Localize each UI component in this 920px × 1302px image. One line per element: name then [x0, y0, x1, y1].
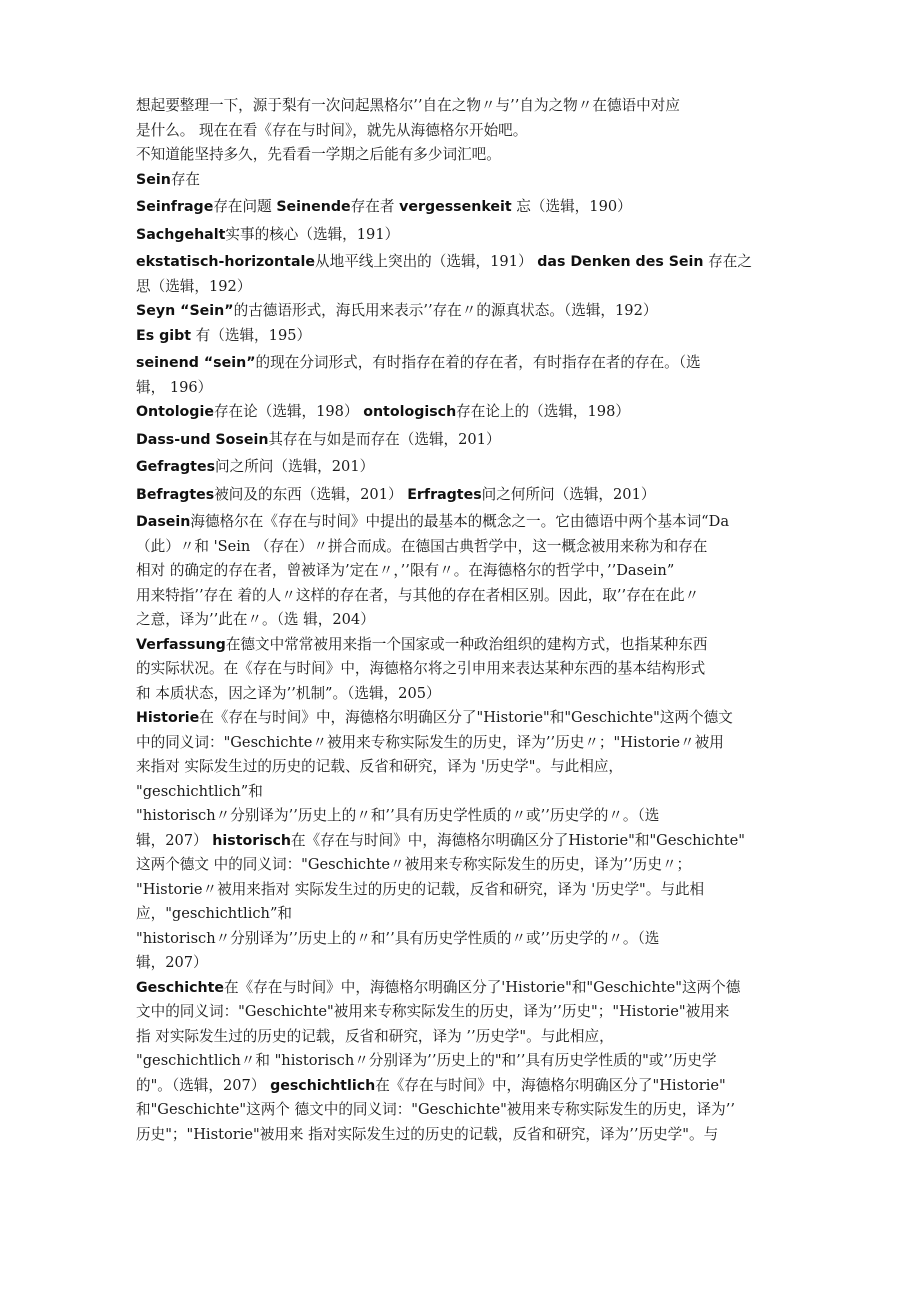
- geschichte-line-3: 指 对实际发生过的历史的记载，反省和研究，译为 ’’历史学"。与此相应，: [136, 1027, 614, 1045]
- historie-line-10: "historisch〃分别译为’’历史上的〃和’’具有历史学性质的〃或’’历史学的〃。（选: [136, 929, 660, 947]
- historie-line-9: 应，"geschichtlich”和: [136, 905, 293, 922]
- term-seyn: Seyn “Sein”: [136, 303, 234, 319]
- entry-sachgehalt: [136, 223, 810, 248]
- dasein-line-5: 之意，译为’’此在〃。（选 辑，204）: [136, 611, 375, 628]
- dasein-line-2: （此）〃和 'Sein （存在）〃拼合而成。在德国古典哲学中，这一概念被用来称为和存在: [136, 537, 708, 555]
- entry-dasein: [136, 510, 810, 535]
- document-body: [136, 94, 810, 1147]
- dasein-line-1: 海德格尔在《存在与时间》中提出的最基本的概念之一。它由德语中两个基本词“Da: [190, 513, 730, 530]
- def-esgibt: 有（选辑，195）: [191, 326, 312, 344]
- term-geschichtlich: geschichtlich: [270, 1077, 376, 1094]
- def-ontologisch: 存在论上的（选辑，198）: [456, 403, 630, 420]
- term-vergessenkeit: vergessenkeit: [399, 199, 512, 215]
- historie-line-6a: 辑，207）: [136, 831, 213, 849]
- def-vergessenkeit: 忘（选辑，190）: [511, 198, 632, 215]
- entry-esgibt: [136, 324, 810, 349]
- term-ekstatisch: ekstatisch-horizontale: [136, 254, 315, 270]
- def-gefragtes: 问之所问（选辑，201）: [215, 458, 375, 475]
- verfassung-line-2: 的实际状况。在《存在与时间》中，海德格尔将之引申用来表达某种东西的基本结构形式: [136, 660, 706, 677]
- geschichte-line-7: 历史"；"Historie"被用来 指对实际发生过的历史的记载，反省和研究，译为’’历史学"。与: [136, 1125, 719, 1143]
- entry-seyn: [136, 299, 810, 324]
- term-ontologisch: ontologisch: [363, 404, 457, 420]
- historie-line-11: 辑，207）: [136, 954, 208, 971]
- entry-historisch: [136, 829, 810, 854]
- entry-denken-cont: 思（选辑，192）: [136, 277, 252, 295]
- term-befragtes: Befragtes: [136, 486, 215, 503]
- def-dass: 其存在与如是而存在（选辑，201）: [268, 430, 501, 448]
- term-gefragtes: Gefragtes: [136, 459, 216, 475]
- historie-line-8: "Historie〃被用来指对 实际发生过的历史的记载，反省和研究，译为 '历史学"。与此相: [136, 880, 705, 898]
- term-dasein: Dasein: [136, 514, 191, 530]
- def-seiend: 的现在分词形式，有时指存在着的存在者，有时指存在者的存在。（选: [255, 354, 701, 371]
- geschichte-line-5a: 的"。（选辑，207）: [136, 1076, 271, 1094]
- term-geschichte: Geschichte: [136, 979, 224, 996]
- entry-sein: [136, 168, 810, 193]
- term-dass: Dass-und Sosein: [136, 431, 269, 448]
- intro-line-2: 是什么。 现在在看《存在与时间》，就先从海德格尔开始吧。: [136, 121, 528, 139]
- entry-befragtes: [136, 483, 810, 508]
- term-ontologie: Ontologie: [136, 404, 214, 420]
- entry-seiend-cont: 辑， 196）: [136, 378, 213, 396]
- term-historie: Historie: [136, 710, 200, 726]
- def-befragtes: 被问及的东西（选辑，201）: [214, 485, 408, 503]
- geschichte-line-4: "geschichtlich〃和 "historisch〃分别译为’’历史上的"和’’具有历史学性质的"或’’历史学: [136, 1052, 717, 1069]
- historie-line-4: "geschichtlich”和: [136, 782, 263, 800]
- term-seiend: seinend “sein”: [136, 355, 256, 371]
- term-seinfrage: Seinfrage: [136, 199, 214, 215]
- verfassung-line-3: 和 本质状态，因之译为’’机制”。（选辑，205）: [136, 684, 441, 702]
- intro-line-3: 不知道能坚持多久，先看看一学期之后能有多少词汇吧。: [136, 146, 501, 163]
- term-denken: das Denken des Sein: [537, 254, 704, 270]
- entry-gefragtes: [136, 455, 810, 480]
- term-sein: Sein: [136, 171, 171, 188]
- dasein-line-4: 用来特指’’存在 着的人〃这样的存在者，与其他的存在者相区别。因此，取’’存在在此〃: [136, 586, 700, 604]
- dasein-line-3: 相对 的确定的存在者，曾被译为’定在〃，’’限有〃。在海德格尔的哲学中，’’Dasein”: [136, 562, 675, 579]
- def-ekstatisch: 从地平线上突出的（选辑，191）: [315, 253, 538, 270]
- verfassung-line-1: 在德文中常常被用来指一个国家或一种政治组织的建构方式，也指某种东西: [225, 635, 708, 653]
- entry-seiend: [136, 351, 810, 376]
- geschichte-line-1: 在《存在与时间》中，海德格尔明确区分了'Historie"和"Geschichte"这两个德: [224, 978, 741, 996]
- def-seyn: 的古德语形式，海氏用来表示’’存在〃的源真状态。（选辑，192）: [233, 302, 658, 319]
- historie-line-2: 中的同义词："Geschichte〃被用来专称实际发生的历史，译为’’历史〃；"Historie〃被用: [136, 733, 724, 751]
- historie-line-7: 这两个德文 中的同义词："Geschichte〃被用来专称实际发生的历史，译为’’历史〃；: [136, 856, 692, 873]
- def-seinfrage: 存在问题: [213, 198, 277, 215]
- entry-geschichtlich: [136, 1074, 810, 1099]
- entry-dass: [136, 428, 810, 453]
- entry-verfassung: [136, 633, 810, 658]
- entry-seinfrage: [136, 195, 810, 220]
- def-seinende: 存在者: [350, 198, 400, 215]
- term-historisch: historisch: [212, 832, 292, 849]
- def-denken: 存在之: [703, 253, 752, 270]
- def-ontologie: 存在论（选辑，198）: [213, 403, 364, 420]
- def-erfragtes: 问之何所问（选辑，201）: [481, 485, 656, 503]
- historie-line-5: "historisch〃分别译为’’历史上的〃和’’具有历史学性质的〃或’’历史学的〃。（选: [136, 807, 660, 824]
- intro-line-1: 想起要整理一下，源于梨有一次问起黑格尔’’自在之物〃与’’自为之物〃在德语中对应: [136, 97, 680, 114]
- geschichte-line-2: 文中的同义词："Geschichte"被用来专称实际发生的历史，译为’’历史"；"Historie"被用来: [136, 1003, 730, 1020]
- historie-line-3: 来指对 实际发生过的历史的记载、反省和研究，译为 '历史学"。与此相应，: [136, 758, 624, 775]
- def-sachgehalt: 实事的核心（选辑，191）: [225, 225, 400, 243]
- entry-ontologie: [136, 400, 810, 425]
- historie-line-6b: 在《存在与时间》中，海德格尔明确区分了Historie"和"Geschichte": [291, 831, 745, 849]
- entry-ekstatisch: [136, 250, 810, 275]
- term-esgibt: Es gibt: [136, 327, 192, 344]
- term-erfragtes: Erfragtes: [407, 486, 482, 503]
- entry-historie: [136, 706, 810, 731]
- geschichte-line-6: 和"Geschichte"这两个 德文中的同义词："Geschichte"被用来专称实际发生的历史，译为’’: [136, 1101, 735, 1118]
- term-seinende: Seinende: [276, 199, 351, 215]
- term-verfassung: Verfassung: [136, 636, 226, 653]
- entry-geschichte: [136, 976, 810, 1001]
- historie-line-1: 在《存在与时间》中，海德格尔明确区分了"Historie"和"Geschichte"这两个德文: [199, 709, 733, 726]
- def-sein: 存在: [170, 170, 201, 188]
- geschichte-line-5b: 在《存在与时间》中，海德格尔明确区分了"Historie": [375, 1076, 726, 1094]
- term-sachgehalt: Sachgehalt: [136, 226, 226, 243]
